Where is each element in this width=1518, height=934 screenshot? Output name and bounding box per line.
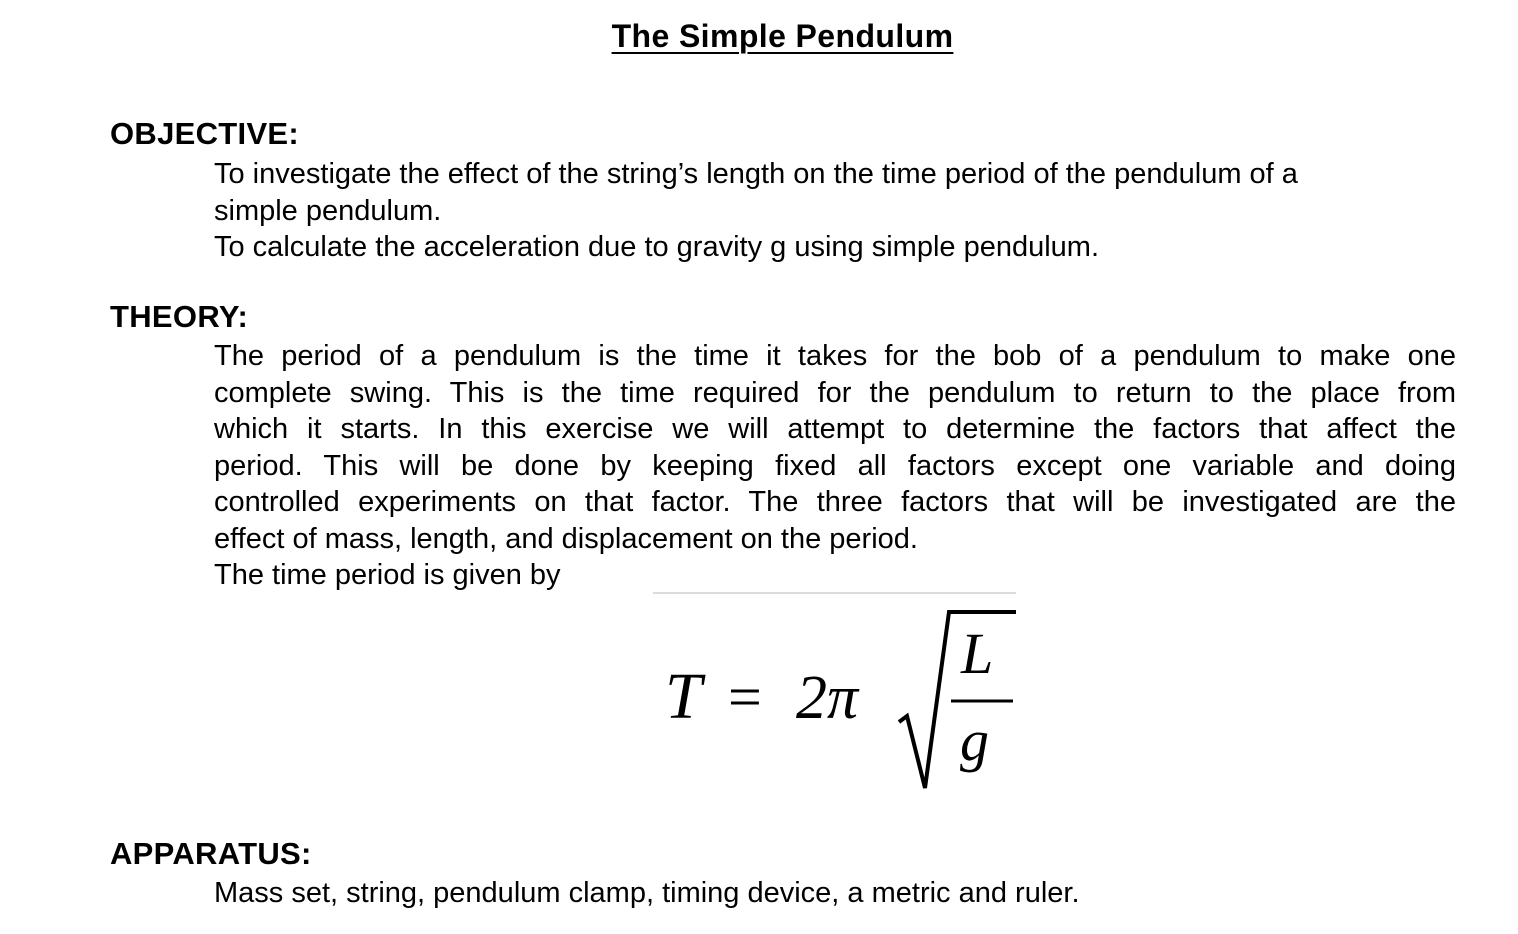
formula-numerator: L — [961, 621, 994, 686]
formula-top-rule — [653, 592, 1016, 594]
objective-line: To investigate the effect of the string’s length on the time period of the pendulum of a — [214, 158, 1298, 190]
objective-line: To calculate the acceleration due to gravity g using simple pendulum. — [214, 231, 1100, 263]
period-formula — [653, 600, 1023, 800]
objective-line: simple pendulum. — [214, 194, 442, 227]
theory-body — [214, 338, 1456, 594]
theory-line: effect of mass, length, and displacement on the period. — [214, 522, 918, 555]
theory-line: which it starts. In this exercise we will attempt to determine the factors that affect the — [214, 413, 1456, 445]
page-title: The Simple Pendulum — [611, 18, 954, 54]
theory-line: period. This will be done by keeping fixed all factors except one variable and doing — [214, 449, 1456, 482]
apparatus-text: Mass set, string, pendulum clamp, timing device, a metric and ruler. — [214, 877, 1080, 909]
apparatus-heading: APPARATUS: — [110, 836, 312, 871]
theory-line: complete swing. This is the time required for the pendulum to return to the place from — [214, 376, 1456, 409]
theory-line: controlled experiments on that factor. The three factors that will be investigated are the — [214, 486, 1456, 518]
theory-heading: THEORY: — [110, 299, 249, 334]
formula-denominator: g — [960, 708, 989, 773]
objective-body — [214, 156, 1464, 266]
formula-equals: = — [728, 664, 762, 730]
formula-intro: The time period is given by — [214, 559, 561, 591]
formula-lhs: T — [665, 660, 702, 733]
formula-coefficient: 2π — [796, 664, 859, 732]
theory-line: The period of a pendulum is the time it takes for the bob of a pendulum to make one — [214, 340, 1456, 372]
objective-heading: OBJECTIVE: — [110, 116, 300, 151]
